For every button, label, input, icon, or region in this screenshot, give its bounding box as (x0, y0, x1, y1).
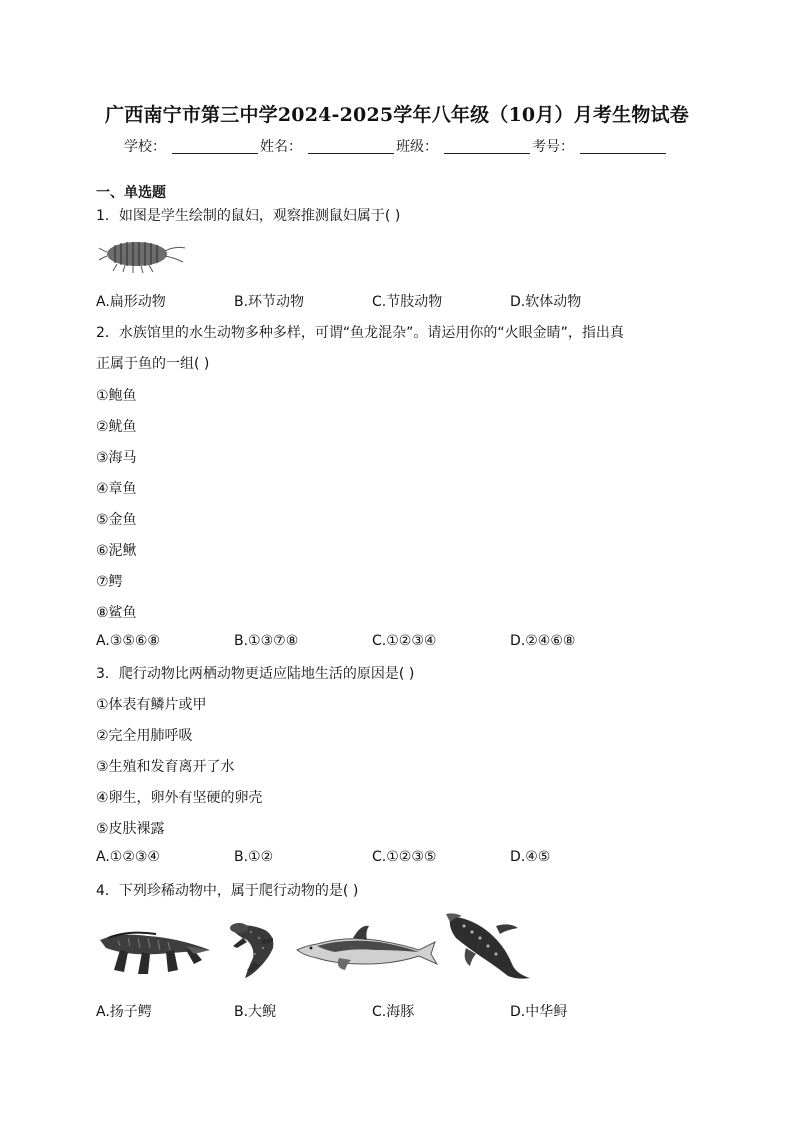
q4-stem: 4．下列珍稀动物中，属于爬行动物的是( ) (96, 883, 359, 899)
q2-item-2: ②鱿鱼 (96, 419, 137, 435)
q1-option-c[interactable]: C.节肢动物 (372, 294, 443, 310)
q3-option-b[interactable]: B.①② (234, 849, 274, 865)
q3-item-3: ③生殖和发育离开了水 (96, 759, 235, 775)
alligator-photo-icon (98, 914, 212, 980)
q2-item-4: ④章鱼 (96, 481, 137, 497)
woodlouse-drawing-icon (97, 234, 187, 274)
q3-option-d[interactable]: D.④⑤ (510, 849, 551, 865)
q2-item-7: ⑦鳄 (96, 574, 123, 590)
q2-item-3: ③海马 (96, 450, 137, 466)
q2-option-c[interactable]: C.①②③④ (372, 633, 437, 649)
class-blank[interactable] (444, 139, 530, 154)
q4-option-c[interactable]: C.海豚 (372, 1004, 415, 1020)
exam-no-label: 考号： (532, 139, 574, 155)
q4-option-a[interactable]: A.扬子鳄 (96, 1004, 152, 1020)
class-label: 班级： (396, 139, 438, 155)
q2-option-b[interactable]: B.①③⑦⑧ (234, 633, 299, 649)
section-title: 一、单选题 (96, 185, 166, 201)
q2-stem-line1: 2．水族馆里的水生动物多种多样，可谓“鱼龙混杂”。请运用你的“火眼金睛”，指出真 (96, 325, 624, 341)
q2-item-5: ⑤金鱼 (96, 512, 137, 528)
q1-stem: 1．如图是学生绘制的鼠妇，观察推测鼠妇属于( ) (96, 208, 401, 224)
q3-option-c[interactable]: C.①②③⑤ (372, 849, 437, 865)
dolphin-photo-icon (295, 920, 439, 974)
student-info-line (124, 136, 668, 156)
school-label: 学校： (124, 139, 166, 155)
q1-option-d[interactable]: D.软体动物 (510, 294, 582, 310)
q3-item-1: ①体表有鳞片或甲 (96, 697, 207, 713)
q3-stem: 3．爬行动物比两栖动物更适应陆地生活的原因是( ) (96, 666, 415, 682)
sturgeon-photo-icon (440, 908, 536, 984)
name-label: 姓名： (260, 139, 302, 155)
q4-option-d[interactable]: D.中华鲟 (510, 1004, 568, 1020)
exam-no-blank[interactable] (580, 139, 666, 154)
q3-item-5: ⑤皮肤裸露 (96, 821, 165, 837)
q2-item-8: ⑧鲨鱼 (96, 605, 137, 621)
q1-option-b[interactable]: B.环节动物 (234, 294, 305, 310)
q4-option-b[interactable]: B.大鲵 (234, 1004, 277, 1020)
school-blank[interactable] (172, 139, 258, 154)
page-title: 广西南宁市第三中学2024-2025学年八年级（10月）月考生物试卷 (105, 104, 689, 126)
salamander-photo-icon (225, 918, 281, 980)
q2-option-d[interactable]: D.②④⑥⑧ (510, 633, 576, 649)
q2-option-a[interactable]: A.③⑤⑥⑧ (96, 633, 160, 649)
q2-item-6: ⑥泥鳅 (96, 543, 137, 559)
q2-item-1: ①鲍鱼 (96, 388, 137, 404)
q3-item-4: ④卵生，卵外有坚硬的卵壳 (96, 790, 263, 806)
name-blank[interactable] (308, 139, 394, 154)
q3-option-a[interactable]: A.①②③④ (96, 849, 160, 865)
q2-stem-line2: 正属于鱼的一组( ) (96, 356, 210, 372)
q1-option-a[interactable]: A.扁形动物 (96, 294, 166, 310)
q3-item-2: ②完全用肺呼吸 (96, 728, 193, 744)
